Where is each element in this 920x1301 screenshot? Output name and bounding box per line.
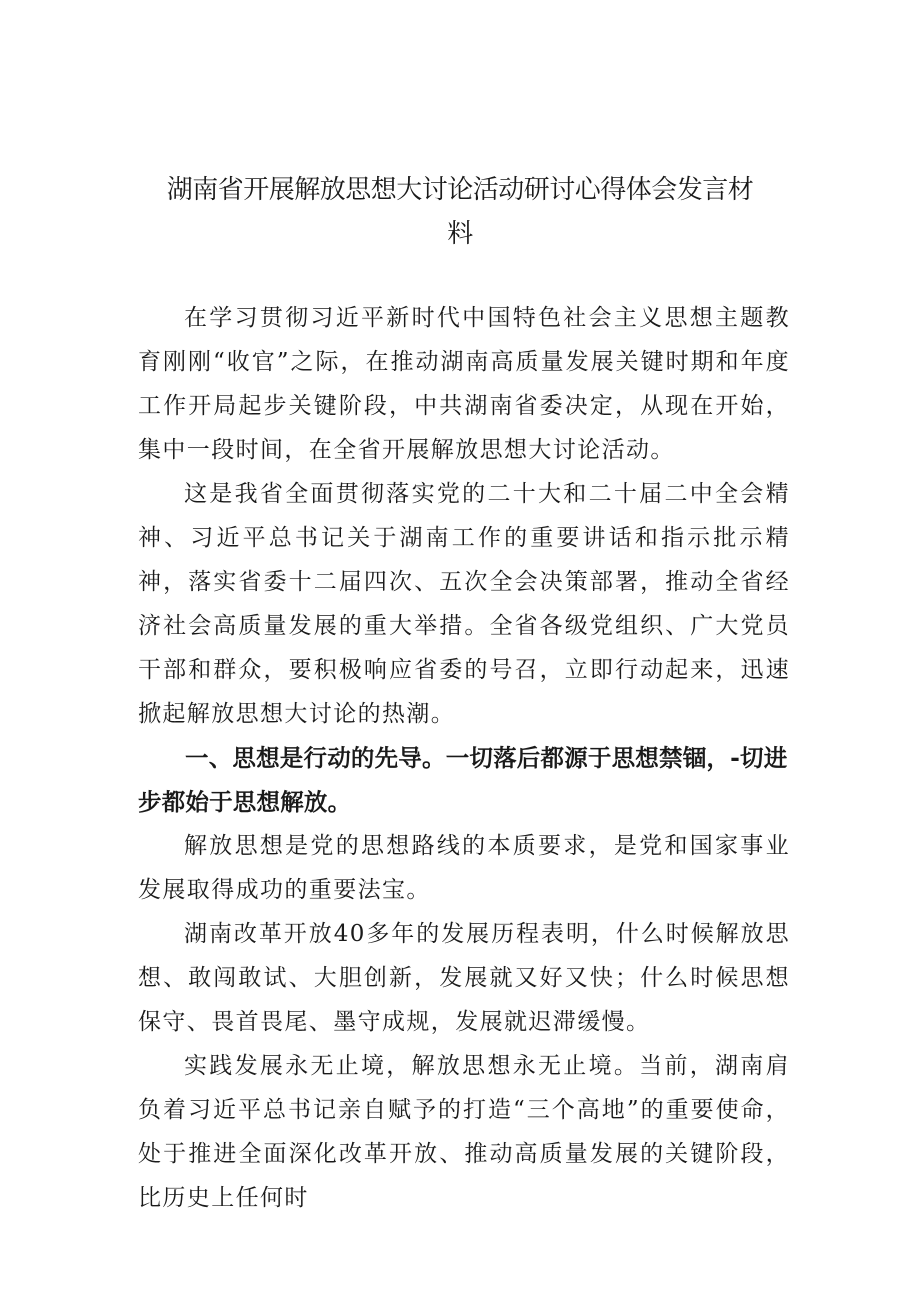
paragraph-2: 这是我省全面贯彻落实党的二十大和二十届二中全会精神、习近平总书记关于湖南工作的重要讲话和指示批示精神，落实省委十二届四次、五次全会决策部署，推动全省经济社会高质量发展的重大举措。全省各级党组织、广大党员干部和群众，要积极响应省委的号召，立即行动起来，迅速掀起解放思想大讨论的热潮。 — [138, 481, 790, 727]
title-line-2: 料 — [447, 219, 473, 249]
section-heading-1: 一、思想是行动的先导。一切落后都源于思想禁锢，-切进步都始于思想解放。 — [138, 744, 788, 816]
document-body — [138, 296, 790, 1220]
paragraph-1: 在学习贯彻习近平新时代中国特色社会主义思想主题教育刚刚“收官”之际，在推动湖南高质量发展关键时期和年度工作开局起步关键阶段，中共湖南省委决定，从现在开始，集中一段时间，在全省开展解放思想大讨论活动。 — [138, 305, 790, 463]
paragraph-3: 解放思想是党的思想路线的本质要求，是党和国家事业发展取得成功的重要法宝。 — [138, 833, 790, 903]
document-title — [150, 168, 770, 256]
paragraph-4: 湖南改革开放40多年的发展历程表明，什么时候解放思想、敢闯敢试、大胆创新，发展就又好又快；什么时候思想保守、畏首畏尾、墨守成规，发展就迟滞缓慢。 — [138, 921, 790, 1035]
paragraph-5: 实践发展永无止境，解放思想永无止境。当前，湖南肩负着习近平总书记亲自赋予的打造“三个高地”的重要使命，处于推进全面深化改革开放、推动高质量发展的关键阶段，比历史上任何时 — [138, 1053, 790, 1211]
title-line-1: 湖南省开展解放思想大讨论活动研讨心得体会发言材 — [166, 175, 754, 205]
